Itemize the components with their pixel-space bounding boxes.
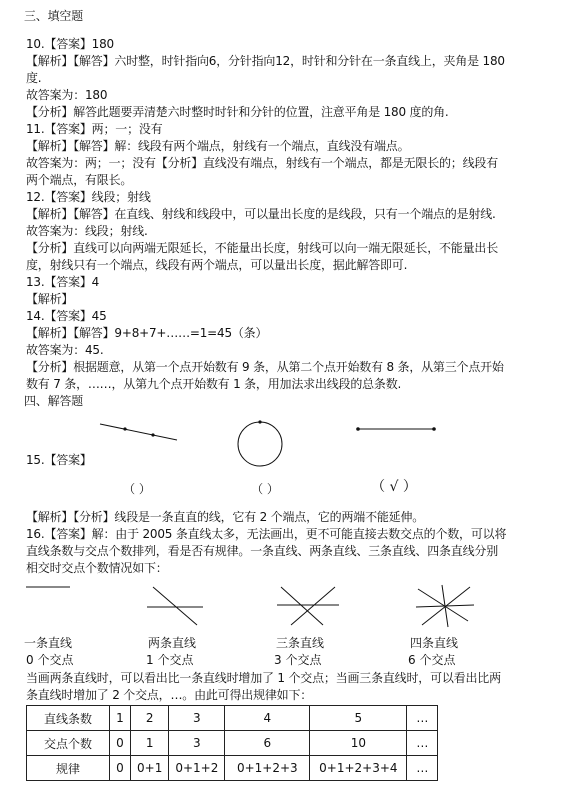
table-cell: 直线条数	[27, 706, 110, 731]
q15-mark-2: （ ）	[251, 482, 279, 496]
q10-text: 故答案为：180	[26, 88, 108, 102]
q14-text: 故答案为：45.	[26, 343, 104, 357]
table-cell: 0+1+2+3+4	[310, 756, 407, 781]
four-lines-figure	[412, 583, 476, 629]
q13-text: 【解析】	[26, 292, 74, 306]
q13-answer: 13.【答案】4	[26, 275, 100, 289]
table-cell: 3	[169, 706, 225, 731]
q11-answer: 11.【答案】两；一；没有	[26, 122, 163, 136]
table-cell: 6	[225, 731, 310, 756]
table-cell: 0+1+2+3	[225, 756, 310, 781]
fig-count-two-lines: 1 个交点	[146, 653, 194, 667]
pattern-table	[26, 705, 438, 781]
q14-text: 【分析】根据题意，从第一个点开始数有 9 条，从第二个点开始数有 8 条，从第三个点开始	[26, 360, 504, 374]
q14-text: 【解析】【解答】9+8+7+……=1=45（条）	[26, 326, 268, 340]
q12-text: 【分析】直线可以向两端无限延长，不能量出长度，射线可以向一端无限延长，不能量出长	[26, 241, 499, 255]
q15-analysis: 【解析】【分析】线段是一条直直的线，它有 2 个端点，它的两端不能延伸。	[26, 510, 425, 524]
q10-text: 度.	[26, 71, 42, 85]
fig-count-one-line: 0 个交点	[26, 653, 74, 667]
straight-segment-figure	[354, 422, 438, 436]
table-cell: 1	[110, 706, 131, 731]
table-cell: 0+1+2	[169, 756, 225, 781]
one-line-figure	[24, 582, 74, 592]
q11-text: 【解析】【解答】解：线段有两个端点，射线有一个端点，直线没有端点。	[26, 139, 410, 153]
table-cell: …	[407, 756, 438, 781]
table-cell: 0+1	[131, 756, 169, 781]
table-cell: 3	[169, 731, 225, 756]
q12-text: 度，射线只有一个端点，线段有两个端点，可以量出长度，据此解答即可.	[26, 258, 408, 272]
q11-text: 两个端点，有限长。	[26, 173, 133, 187]
table-cell: 交点个数	[27, 731, 110, 756]
q10-text: 【解析】【解答】六时整，时针指向6，分针指向12，时针和分针在一条直线上，夹角是 180	[26, 54, 505, 68]
table-cell: 规律	[27, 756, 110, 781]
q16-text: 当画两条直线时，可以看出比一条直线时增加了 1 个交点；当画三条直线时，可以看出比两	[26, 671, 501, 685]
line-segment-figure	[95, 418, 185, 446]
q14-text: 数有 7 条，……，从第九个点开始数有 1 条，用加法求出线段的总条数.	[26, 377, 402, 391]
table-row	[27, 756, 438, 781]
table-cell: 0	[110, 756, 131, 781]
section-heading-fill-blank: 三、填空题	[24, 9, 84, 23]
q12-text: 故答案为：线段；射线.	[26, 224, 148, 238]
q10-answer: 10.【答案】180	[26, 37, 114, 51]
table-cell: …	[407, 706, 438, 731]
q10-text: 【分析】解答此题要弄清楚六时整时时针和分针的位置，注意平角是 180 度的角.	[26, 105, 449, 119]
table-cell: 4	[225, 706, 310, 731]
table-row	[27, 731, 438, 756]
table-row	[27, 706, 438, 731]
q16-answer: 16.【答案】解：由于 2005 条直线太多，无法画出，更不可能直接去数交点的个数，可以将	[26, 527, 507, 541]
table-cell: 1	[131, 731, 169, 756]
table-cell: 5	[310, 706, 407, 731]
q16-text: 直线条数与交点个数排列，看是否有规律。一条直线、两条直线、三条直线、四条直线分别	[26, 544, 499, 558]
table-cell: …	[407, 731, 438, 756]
fig-label-one-line: 一条直线	[24, 636, 73, 650]
fig-count-four-lines: 6 个交点	[408, 653, 456, 667]
q14-answer: 14.【答案】45	[26, 309, 107, 323]
table-cell: 0	[110, 731, 131, 756]
table-cell: 2	[131, 706, 169, 731]
three-lines-figure	[275, 583, 341, 629]
q12-text: 【解析】【解答】在直线、射线和线段中，可以量出长度的是线段，只有一个端点的是射线.	[26, 207, 496, 221]
fig-label-four-lines: 四条直线	[410, 636, 459, 650]
table-cell: 10	[310, 731, 407, 756]
q16-text: 相交时交点个数情况如下：	[26, 561, 168, 575]
q16-text: 条直线时增加了 2 个交点，…。由此可得出规律如下：	[26, 688, 313, 702]
two-lines-figure	[145, 583, 205, 629]
q12-answer: 12.【答案】线段；射线	[26, 190, 151, 204]
q15-answer: 15.【答案】	[26, 453, 92, 467]
fig-label-three-lines: 三条直线	[276, 636, 325, 650]
q15-mark-1: （ ）	[123, 482, 151, 496]
fig-count-three-lines: 3 个交点	[274, 653, 322, 667]
section-heading-answer: 四、解答题	[24, 394, 84, 408]
q15-mark-3: （ √ ）	[371, 479, 417, 495]
q11-text: 故答案为：两；一；没有【分析】直线没有端点，射线有一个端点，都是无限长的；线段有	[26, 156, 499, 170]
fig-label-two-lines: 两条直线	[148, 636, 197, 650]
